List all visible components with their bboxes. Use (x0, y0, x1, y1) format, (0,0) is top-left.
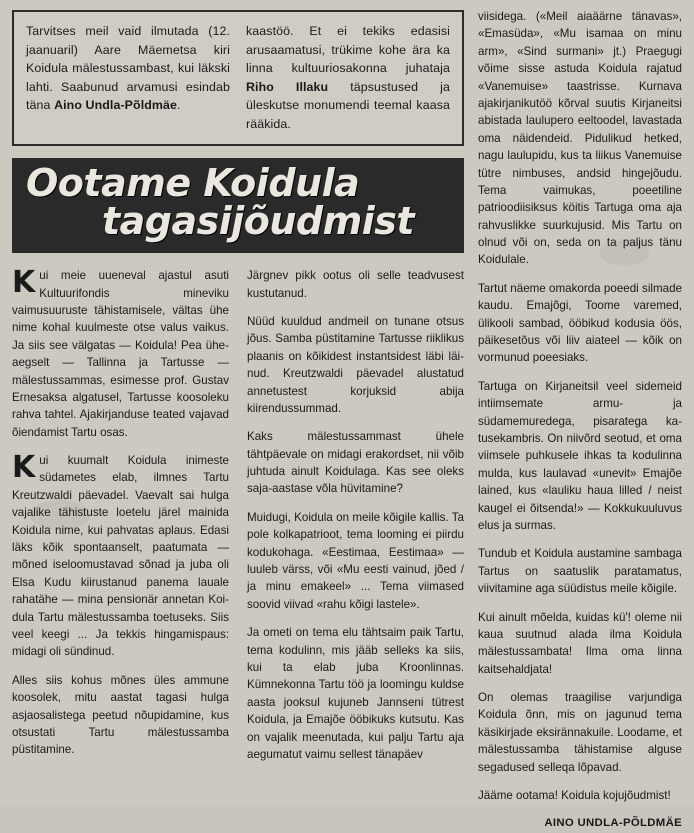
paragraph: On olemas traagilise varjundiga Koidula õnn, mis on jagunud tema käsikirjade eksirännakuile. Loodame, et mälestussamba tähistamise alguse segadused selleqa lõpavad. (478, 691, 682, 774)
article-byline: AINO UNDLA-PÕLDMÄE (544, 817, 682, 830)
lead-intro-right-tail: täpsustused ja üleskutse monumendi teemal kaasa rääkida. (246, 79, 450, 132)
paragraph: Alles siis kohus mõnes üles ammune koosolek, mitu aastat tagasi hulga asjaosalistega peetud nõupidamine, kus otsustati Tartu mälestussamba püstitamine. (12, 673, 229, 757)
lead-intro-left-text: Tarvitses meil vaid ilmutada (12. jaanuaril) Aare Mäemetsa kiri Koidula mälestussambast, kui läkski lahti. Saabunud arvamusi esindab täna (26, 24, 230, 113)
headline-line-2: tagasijõudmist (101, 199, 415, 244)
lead-official-name: Riho Illaku (246, 79, 329, 94)
lead-intro-left (26, 22, 230, 134)
headline-banner (12, 158, 464, 254)
paragraph: Jääme ootama! Koidula kojujõudmist! (478, 789, 671, 803)
paragraph: Kui kuumalt Koidula inimeste südametes elab, ilmnes Tartu Kreutzwaldi päevadel. Vaevalt sai hulga vajalike tähistuste loetelu järel mainida Koidula nime, kui pahvatas aplaus. Edasi läks kõik spontaanselt, paatumata — mõned iseloomustavad sõnad ja juba oli Elsa Kudu kiirustanud panema lauale rahatähe — mina pensionär annetan Koidula Tartu mälestussamba toetuseks. Siis veel keegi ... Ja tekkis hingamispaus: midagi oli sündinud. (12, 450, 229, 659)
lead-intro-right-text: kaastöö. Et ei tekiks edasisi arusaamatusi, trükime kohe ära ka linna kultuuriosakonna juhataja (246, 24, 450, 76)
paragraph: Järgnev pikk ootus oli selle teadvusest kustutanud. (247, 269, 464, 300)
paragraph: Nüüd kuuldud andmeil on tunane otsus jõus. Samba püstitamine Tartusse riiklikus plaanis on kõikidest instantsidest läbi läinud. Kreutzwaldi päevadel alustatud annetustest korjuksid abija kiirendussummad. (247, 314, 464, 415)
paragraph: Ja ometi on tema elu tähtsaim paik Tartu, tema kodulinn, mis jääb selleks ka siis, kui ta elab juba Kroonlinnas. Kümnekonna Tartu töö ja loomingu kuldse aasta jooksul kujuneb Jannseni tütrest Koidula, ja Emajõe ööbikuks kutsutu. Kas on vajalik meenutada, kui palju Tartu aja aegumatut vaimu sellest tänapäev (247, 626, 464, 761)
paragraph: viisidega. («Meil aiaäärne tänavas», «Emasüda», «Mu isamaa on minu arm», «Sind surmani» jt.) Praegugi võime sisse astuda Koidula rajatud «Vanemuise» taastrisse. Kurnava ajakirjanikutöö kõrval suutis Kirjaneitsi abistada laulupero eeltoodel, lavastada oma näidendeid. Pidulikud hetked, nagu laulupidu, kus ta liikus Vanemuise tütre nimbuses, andsid hingejõudu. Tema vaimukas, poeetiline patrioodiisiksus köitis Tartuga oma aja rahvuslikke suurkujusid. Mis Tartu on olnud või on, seda on ta paljus tänu Koidulale. (478, 10, 682, 267)
lead-intro-box (12, 10, 464, 146)
lead-author-name: Aino Undla-Põldmäe (54, 98, 178, 113)
main-article-area (12, 10, 464, 774)
lead-intro-left-tail: . (177, 98, 181, 113)
paragraph: Tartut näeme omakorda poeedi silmade kaudu. Emajõgi, Toome varemed, ülikooli sambad, ööbikud kodusia öös, päikesetõus või liiv aiateel — kõik on vormunud poeesiaks. (478, 281, 682, 365)
body-columns (12, 267, 464, 774)
paragraph: Tartuga on Kirjaneitsil veel sidemeid intiimsemate armu- ja südamemuredega, pisaratega katusekambris. On niivõrd seotud, et oma viimsele puhkusele ihkas ta kodulinna mulda, kus laulavad «unevit» Emajõe lained, kus «lauliku haua lilled / neist kaugel ei õitsenda!» — Kokkukuuluvus elus ja surmas. (478, 379, 682, 532)
lead-intro-right (246, 22, 450, 134)
paragraph: Tundub et Koidula austamine sambaga Tartus on saatuslik paratamatus, viivitamine aga süüdistus meile kõigile. (478, 547, 682, 596)
headline-line-1: Ootame Koidula (26, 160, 360, 205)
body-column-1 (12, 267, 229, 774)
paragraph: Kui meie uueneval ajastul asuti Kultuurifondis mineviku vaimusuuruste tähistamisele, vältas ühe nime kohal kuulmeste otse valus vaikus. Ja siis see välgatas — Koidula! Pea üheaegselt — Tallinna ja Tartusse — mälestussammas, esimesse prof. Gustav Ernesaksa algatusel, Tartusse koosoleku rahva tahtel. Ajakirjanduse teated vajavad õiendamist Tartu osas. (12, 265, 229, 439)
body-column-2 (247, 267, 464, 774)
paragraph: Muidugi, Koidula on meile kõigile kallis. Ta pole kolkapatrioot, tema looming ei piirdu kodukohaga. «Eestimaa, Eestimaa» — luuleb värss, või «Mu eesti vainud, jõed / ja minu emakeel» ... Tema viimased soovid viivad «rahu kõigi lastele». (247, 510, 464, 611)
paragraph: Kaks mälestussammast ühele tähtpäevale on midagi erakordset, nii võib juhtuda ainult Koidulaga. Kas see oleks saja-aastase võla hüvitamine? (247, 430, 464, 496)
paragraph: Kui ainult mõelda, kuidas kü'! oleme nii kaua suutnud alada ilma Koidula mälestussambata! Ilma oma linna kaitsehaldjata! (478, 610, 682, 676)
body-column-3 (478, 8, 682, 833)
